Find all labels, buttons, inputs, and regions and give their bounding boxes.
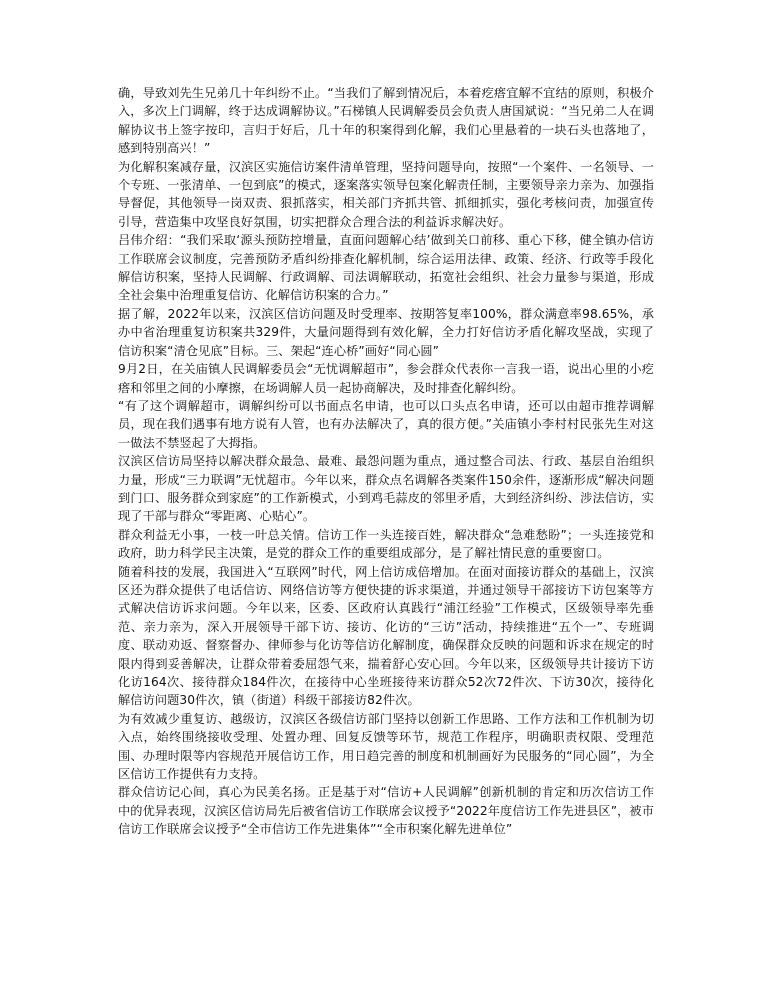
document-page	[118, 84, 654, 839]
paragraph-9: 随着科技的发展，我国进入“互联网”时代，网上信访成倍增加。在面对面接访群众的基础上，汉滨区还为群众提供了电话信访、网络信访等方便快捷的诉求渠道，并通过领导干部接访下访包案等方式解决信访诉求问题。今年以来，区委、区政府认真践行“浦江经验”工作模式，区级领导率先垂范、亲力亲为，深入开展领导干部下访、接访、化访的“三访”活动，持续推进“五个一”、专班调度、联动劝返、督察督办、律师参与化访等信访化解制度，确保群众反映的问题和诉求在规定的时限内得到妥善解决，让群众带着委屈怨气来，揣着舒心安心回。今年以来，区级领导共计接访下访化访164次、接待群众184件次，在接待中心坐班接待来访群众52次72件次、下访30次，接待化解信访问题30件次，镇（街道）科级干部接访82件次。	[118, 564, 654, 708]
paragraph-1: 确，导致刘先生兄弟几十年纠纷不止。“当我们了解到情况后，本着疙瘩宜解不宜结的原则，积极介入，多次上门调解，终于达成调解协议。”石梯镇人民调解委员会负责人唐国斌说：“当兄弟二人在调解协议书上签字按印，言归于好后，几十年的积案得到化解，我们心里悬着的一块石头也落地了，感到特别高兴！”	[118, 86, 654, 156]
paragraph-10: 为有效减少重复访、越级访，汉滨区各级信访部门坚持以创新工作思路、工作方法和工作机制为切入点，始终围绕接收受理、处置办理、回复反馈等环节，规范工作程序，明确职责权限、受理范围、办理时限等内容规范开展信访工作，用日趋完善的制度和机制画好为民服务的“同心圆”，为全区信访工作提供有力支持。	[118, 711, 654, 782]
paragraph-11: 群众信访记心间，真心为民美名扬。正是基于对“信访+人民调解”创新机制的肯定和历次信访工作中的优异表现，汉滨区信访局先后被省信访工作联席会议授予“2022年度信访工作先进县区”，被市信访工作联席会议授予“全市信访工作先进集体”“全市积案化解先进单位”	[118, 785, 654, 837]
paragraph-8: 群众利益无小事，一枝一叶总关情。信访工作一头连接百姓，解决群众“急难愁盼”；一头连接党和政府，助力科学民主决策，是党的群众工作的重要组成部分，是了解社情民意的重要窗口。	[118, 527, 654, 561]
paragraph-2: 为化解积案减存量，汉滨区实施信访案件清单管理，坚持问题导向，按照“一个案件、一名领导、一个专班、一张清单、一包到底”的模式，逐案落实领导包案化解责任制，主要领导亲力亲为、加强指导督促，其他领导一岗双责、狠抓落实，相关部门齐抓共管、抓细抓实，强化考核问责，加强宣传引导，营造集中攻坚良好氛围，切实把群众合理合法的利益诉求解决好。	[118, 159, 654, 229]
paragraph-7: 汉滨区信访局坚持以解决群众最急、最难、最怨问题为重点，通过整合司法、行政、基层自治组织力量，形成“三力联调”无忧超市。今年以来，群众点名调解各类案件150余件，逐渐形成“解决问题到门口、服务群众到家庭”的工作新模式，小到鸡毛蒜皮的邻里矛盾，大到经济纠纷、涉法信访，实现了干部与群众“零距离、心贴心”。	[118, 454, 654, 524]
paragraph-5: 9月2日，在关庙镇人民调解委员会“无忧调解超市”，参会群众代表你一言我一语，说出心里的小疙瘩和邻里之间的小摩擦，在场调解人员一起协商解决，及时排查化解纠纷。	[118, 362, 654, 395]
paragraph-6: “有了这个调解超市，调解纠纷可以书面点名申请，也可以口头点名申请，还可以由超市推荐调解员，现在我们遇事有地方说有人管，也有办法解决了，真的很方便。”关庙镇小李村村民张先生对这一做法不禁竖起了大拇指。	[118, 398, 654, 450]
paragraph-4: 据了解，2022年以来，汉滨区信访问题及时受理率、按期答复率100%，群众满意率98.65%，承办中省治理重复访积案共329件，大量问题得到有效化解，全力打好信访矛盾化解攻坚战，实现了信访积案“清仓见底”目标。三、架起“连心桥”画好“同心圆”	[118, 306, 654, 358]
paragraph-3: 吕伟介绍：“我们采取‘源头预防控增量，直面问题解心结’做到关口前移、重心下移，健全镇办信访工作联席会议制度，完善预防矛盾纠纷排查化解机制，综合运用法律、政策、经济、行政等手段化解信访积案，坚持人民调解、行政调解、司法调解联动，拓宽社会组织、社会力量参与渠道，形成全社会集中治理重复信访、化解信访积案的合力。”	[118, 233, 654, 303]
